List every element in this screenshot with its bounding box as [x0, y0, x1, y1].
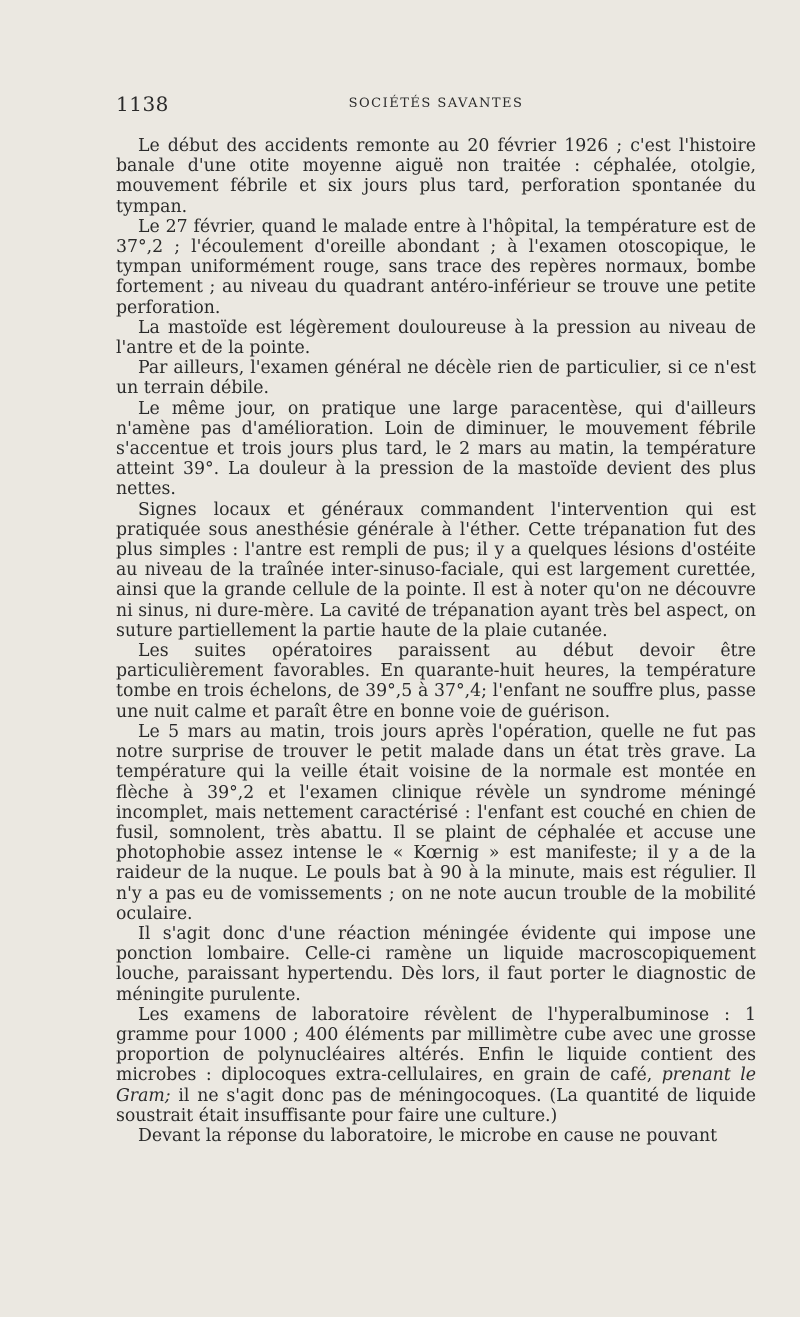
paragraph: Le même jour, on pratique une large paracentèse, qui d'ailleurs n'amène pas d'amélioration. Loin de diminuer, le mouvement fébrile s'accentue et trois jours plus tard, le 2 mars au matin, la température atteint 39°. La douleur à la pression de la mastoïde devient des plus nettes.	[116, 398, 756, 500]
paragraph: Les suites opératoires paraissent au début devoir être particulièrement favorables. En quarante-huit heures, la température tombe en trois échelons, de 39°,5 à 37°,4; l'enfant ne souffre plus, passe une nuit calme et paraît être en bonne voie de guérison.	[116, 641, 756, 722]
italic-text: prenant le Gram;	[116, 1065, 756, 1106]
paragraph-text: Les examens de laboratoire révèlent de l'hyperalbuminose : 1 gramme pour 1000 ; 400 éléments par millimètre cube avec une grosse proportion de polynucléaires altérés. Enfin le liquide contient des microbes : diplocoques extra-cellulaires, en grain de café,	[116, 1004, 756, 1086]
paragraph: La mastoïde est légèrement douloureuse à la pression au niveau de l'antre et de la pointe.	[116, 317, 756, 359]
paragraph: Il s'agit donc d'une réaction méningée évidente qui impose une ponction lombaire. Celle-ci ramène un liquide macroscopiquement louche, paraissant hypertendu. Dès lors, il faut porter le diagnostic de méningite purulente.	[116, 923, 756, 1005]
page-header	[116, 92, 756, 116]
paragraph: Par ailleurs, l'examen général ne décèle rien de particulier, si ce n'est un terrain débile.	[116, 358, 756, 399]
paragraph: Devant la réponse du laboratoire, le microbe en cause ne pouvant	[138, 1125, 718, 1146]
paragraph	[116, 1005, 756, 1126]
paragraph: Le début des accidents remonte au 20 février 1926 ; c'est l'histoire banale d'une otite moyenne aiguë non traitée : céphalée, otolgie, mouvement fébrile et six jours plus tard, perforation spontanée du tympan.	[116, 136, 756, 217]
paragraph-text: il ne s'agit donc pas de méningocoques. (La quantité de liquide soustrait était insuffisante pour faire une culture.)	[116, 1085, 756, 1126]
paragraph: Signes locaux et généraux commandent l'intervention qui est pratiquée sous anesthésie générale à l'éther. Cette trépanation fut des plus simples : l'antre est rempli de pus; il y a quelques lésions d'ostéite au niveau de la traînée inter-sinuso-faciale, qui est largement curettée, ainsi que la grande cellule de la pointe. Il est à noter qu'on ne découvre ni sinus, ni dure-mère. La cavité de trépanation ayant très bel aspect, on suture partiellement la partie haute de la plaie cutanée.	[116, 499, 756, 641]
running-title: SOCIÉTÉS SAVANTES	[348, 96, 524, 111]
paragraph: Le 5 mars au matin, trois jours après l'opération, quelle ne fut pas notre surprise de trouver le petit malade dans un état très grave. La température qui la veille était voisine de la normale est montée en flèche à 39°,2 et l'examen clinique révèle un syndrome méningé incomplet, mais nettement caractérisé : l'enfant est couché en chien de fusil, somnolent, très abattu. Il se plaint de céphalée et accuse une photophobie assez intense le « Kœrnig » est manifeste; il y a de la raideur de la nuque. Le pouls bat à 90 à la minute, mais est régulier. Il n'y a pas eu de vomissements ; on ne note aucun trouble de la mobilité oculaire.	[116, 721, 756, 924]
body-text	[116, 136, 756, 1146]
paragraph: Le 27 février, quand le malade entre à l'hôpital, la température est de 37°,2 ; l'écoulement d'oreille abondant ; à l'examen otoscopique, le tympan uniformément rouge, sans trace des repères normaux, bombe fortement ; au niveau du quadrant antéro-inférieur se trouve une petite perforation.	[116, 216, 756, 318]
page-number: 1138	[116, 92, 169, 116]
